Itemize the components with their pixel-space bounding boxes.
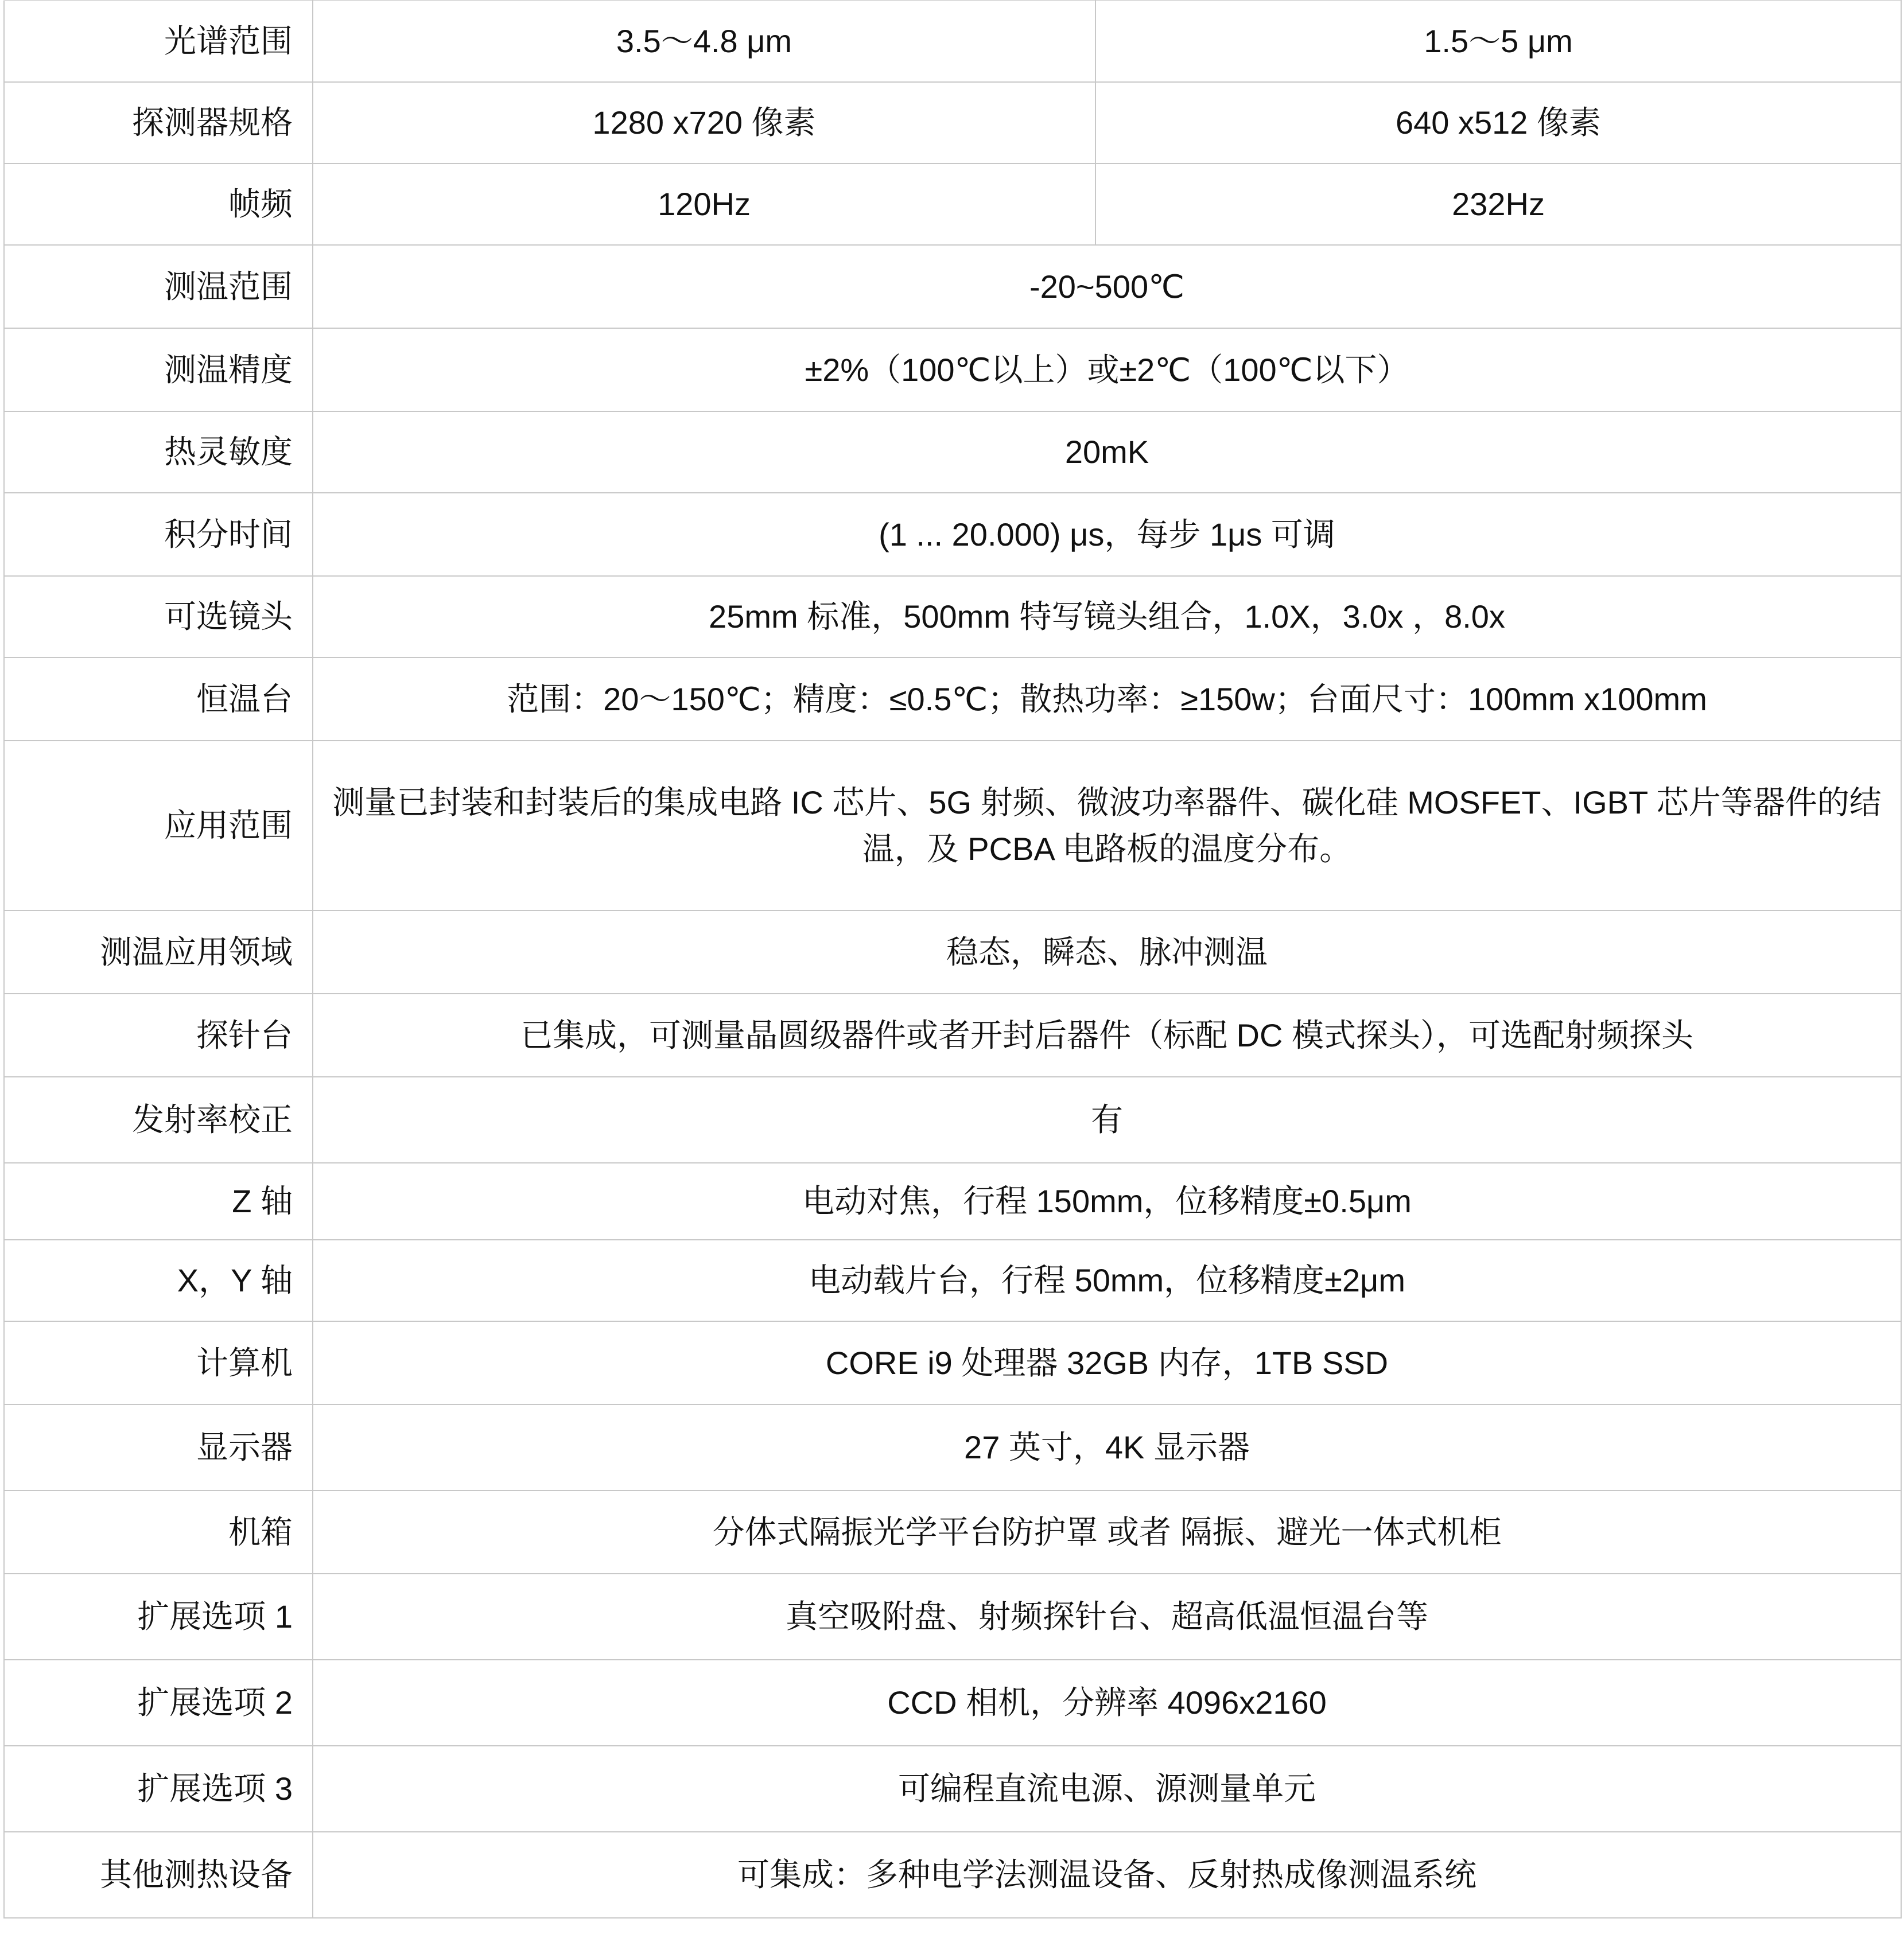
table-row (4, 493, 1901, 576)
row-label: 光谱范围 (4, 1, 313, 82)
table-row (4, 411, 1901, 493)
table-row (4, 328, 1901, 411)
spec-table (3, 0, 1902, 1918)
table-row (4, 657, 1901, 741)
row-value: 范围：20～150℃；精度：≤0.5℃；散热功率：≥150w；台面尺寸：100mm x100mm (313, 657, 1901, 741)
row-value: 可编程直流电源、源测量单元 (313, 1746, 1901, 1832)
row-value-left: 120Hz (313, 164, 1095, 245)
row-label: 显示器 (4, 1404, 313, 1491)
table-row (4, 82, 1901, 164)
table-row (4, 1746, 1901, 1832)
row-value: 20mK (313, 411, 1901, 493)
row-label: 恒温台 (4, 657, 313, 741)
table-row (4, 994, 1901, 1077)
row-value-right: 1.5～5 μm (1095, 1, 1901, 82)
row-label: 热灵敏度 (4, 411, 313, 493)
row-value: 可集成：多种电学法测温设备、反射热成像测温系统 (313, 1832, 1901, 1918)
row-label: 测温精度 (4, 328, 313, 411)
row-value-right: 232Hz (1095, 164, 1901, 245)
table-row (4, 245, 1901, 328)
row-label: 帧频 (4, 164, 313, 245)
table-row (4, 1163, 1901, 1240)
row-label: 计算机 (4, 1321, 313, 1404)
table-row (4, 1, 1901, 82)
row-value-left: 1280 x720 像素 (313, 82, 1095, 164)
table-row (4, 1321, 1901, 1404)
row-label: 扩展选项 3 (4, 1746, 313, 1832)
row-label: 扩展选项 2 (4, 1660, 313, 1746)
row-label: X，Y 轴 (4, 1240, 313, 1321)
row-value: 27 英寸，4K 显示器 (313, 1404, 1901, 1491)
table-row (4, 1832, 1901, 1918)
row-label: 测温应用领域 (4, 910, 313, 994)
row-value: 25mm 标准，500mm 特写镜头组合，1.0X，3.0x ，8.0x (313, 576, 1901, 657)
row-value: 分体式隔振光学平台防护罩 或者 隔振、避光一体式机柜 (313, 1491, 1901, 1574)
row-label: 发射率校正 (4, 1077, 313, 1163)
row-label: 测温范围 (4, 245, 313, 328)
row-value: 已集成，可测量晶圆级器件或者开封后器件（标配 DC 模式探头），可选配射频探头 (313, 994, 1901, 1077)
row-label: 探测器规格 (4, 82, 313, 164)
row-label: 机箱 (4, 1491, 313, 1574)
table-row (4, 1491, 1901, 1574)
table-row (4, 1240, 1901, 1321)
table-row (4, 1404, 1901, 1491)
row-value: CCD 相机，分辨率 4096x2160 (313, 1660, 1901, 1746)
row-value: ±2%（100℃以上）或±2℃（100℃以下） (313, 328, 1901, 411)
row-label: 扩展选项 1 (4, 1574, 313, 1660)
row-label: 探针台 (4, 994, 313, 1077)
row-label: 可选镜头 (4, 576, 313, 657)
table-row (4, 910, 1901, 994)
row-value: (1 ... 20.000) μs，每步 1μs 可调 (313, 493, 1901, 576)
table-row (4, 576, 1901, 657)
row-value: -20~500℃ (313, 245, 1901, 328)
row-value: 稳态，瞬态、脉冲测温 (313, 910, 1901, 994)
row-label: 积分时间 (4, 493, 313, 576)
table-row (4, 741, 1901, 910)
row-label: Z 轴 (4, 1163, 313, 1240)
row-value: 真空吸附盘、射频探针台、超高低温恒温台等 (313, 1574, 1901, 1660)
row-value-left: 3.5～4.8 μm (313, 1, 1095, 82)
row-value: 测量已封装和封装后的集成电路 IC 芯片、5G 射频、微波功率器件、碳化硅 MOSFET、IGBT 芯片等器件的结温，及 PCBA 电路板的温度分布。 (313, 741, 1901, 910)
table-row (4, 1574, 1901, 1660)
row-value: 有 (313, 1077, 1901, 1163)
row-label: 应用范围 (4, 741, 313, 910)
table-row (4, 1660, 1901, 1746)
table-row (4, 1077, 1901, 1163)
row-value: 电动对焦，行程 150mm，位移精度±0.5μm (313, 1163, 1901, 1240)
row-value: 电动载片台，行程 50mm，位移精度±2μm (313, 1240, 1901, 1321)
row-value-right: 640 x512 像素 (1095, 82, 1901, 164)
row-label: 其他测热设备 (4, 1832, 313, 1918)
row-value: CORE i9 处理器 32GB 内存，1TB SSD (313, 1321, 1901, 1404)
table-row (4, 164, 1901, 245)
